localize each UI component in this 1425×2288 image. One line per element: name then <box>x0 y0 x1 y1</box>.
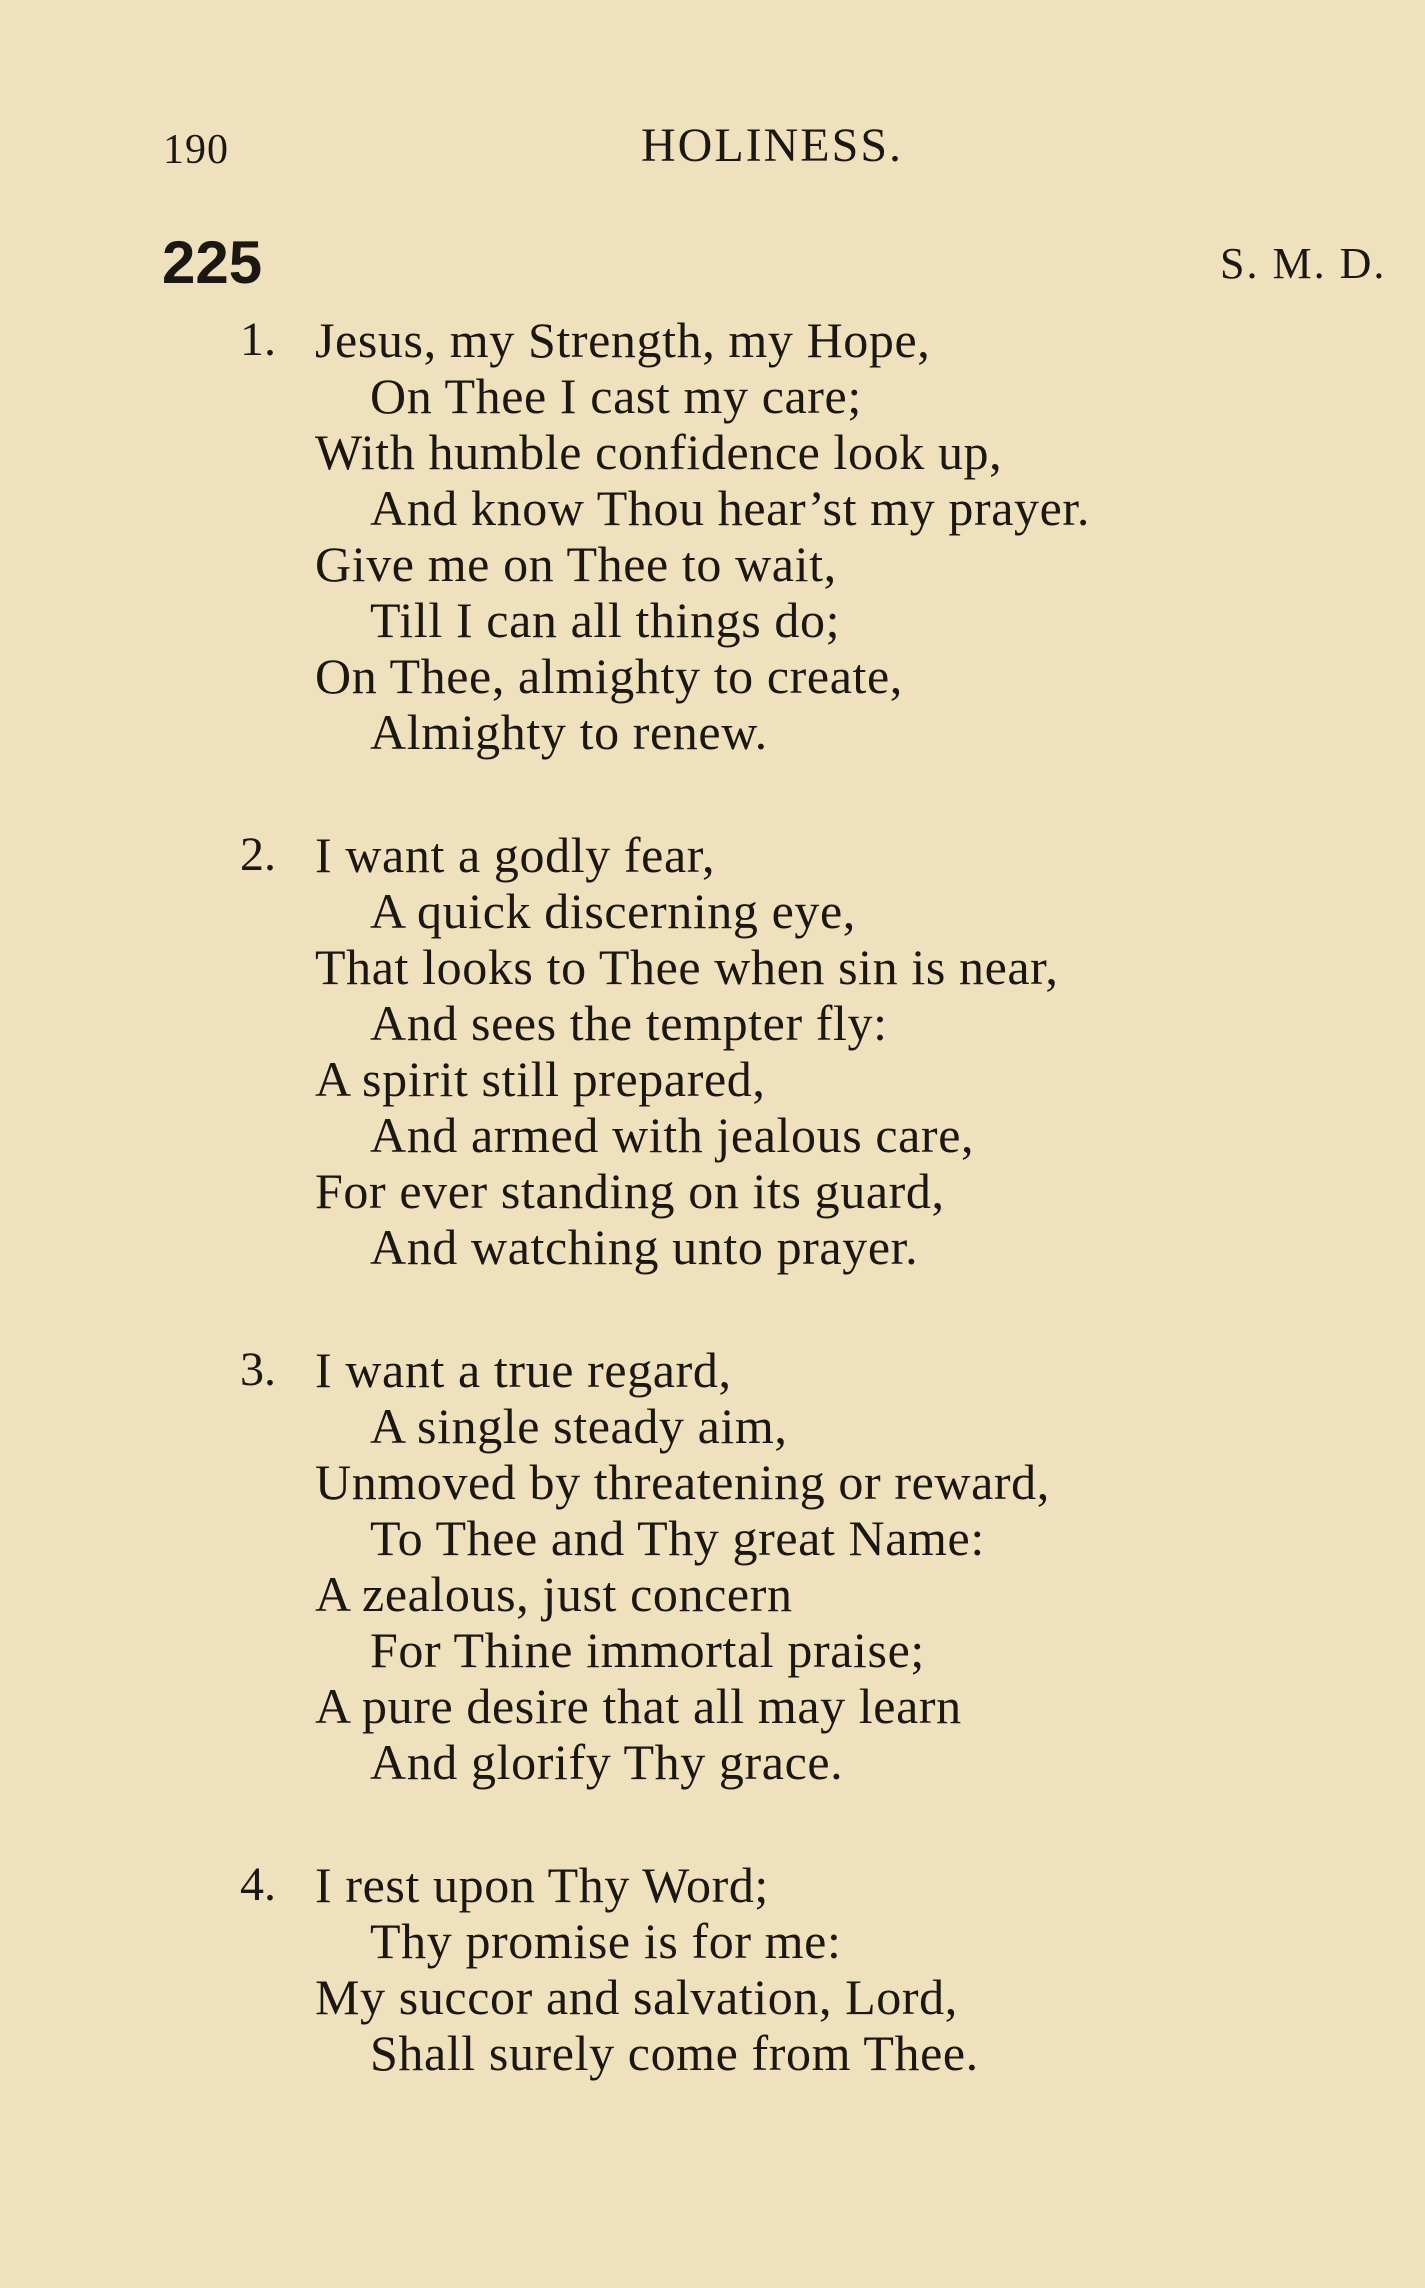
stanza-number: 2. <box>240 828 276 881</box>
stanza-line: And sees the tempter fly: <box>370 995 888 1051</box>
section-title: HOLINESS. <box>641 119 904 172</box>
stanza-line: A quick discerning eye, <box>370 883 856 939</box>
stanza-number: 1. <box>240 313 276 366</box>
stanza-line: With humble confidence look up, <box>315 424 1003 480</box>
stanza-line: On Thee I cast my care; <box>370 368 862 424</box>
stanza-line: I rest upon Thy Word; <box>315 1857 769 1913</box>
stanza-line: Jesus, my Strength, my Hope, <box>315 312 931 368</box>
stanza-line: And know Thou hear’st my prayer. <box>370 480 1091 536</box>
running-head <box>0 118 1425 188</box>
stanza-line: To Thee and Thy great Name: <box>370 1510 985 1566</box>
stanza-line: Thy promise is for me: <box>370 1913 842 1969</box>
stanza-number: 4. <box>240 1858 276 1911</box>
stanza-line: Unmoved by threatening or reward, <box>315 1454 1050 1510</box>
stanza-line: A single steady aim, <box>370 1398 788 1454</box>
stanza-line: Almighty to renew. <box>370 704 768 760</box>
stanza-line: I want a godly fear, <box>315 827 716 883</box>
stanza-line: For ever standing on its guard, <box>315 1163 945 1219</box>
hymn-number: 225 <box>162 229 263 296</box>
stanza-number: 3. <box>240 1343 276 1396</box>
hymn-header <box>0 228 1425 308</box>
stanza-line: And glorify Thy grace. <box>370 1734 844 1790</box>
stanza-line: And armed with jealous care, <box>370 1107 975 1163</box>
stanza-line: A pure desire that all may learn <box>315 1678 962 1734</box>
stanza-line: My succor and salvation, Lord, <box>315 1969 958 2025</box>
stanza-line: A spirit still prepared, <box>315 1051 766 1107</box>
page-number: 190 <box>163 127 229 173</box>
stanza-line: A zealous, just concern <box>315 1566 793 1622</box>
stanza-line: I want a true regard, <box>315 1342 732 1398</box>
stanza-line: That looks to Thee when sin is near, <box>315 939 1059 995</box>
stanza-line: For Thine immortal praise; <box>370 1622 925 1678</box>
stanza-line: Shall surely come from Thee. <box>370 2025 979 2081</box>
stanza-line: Give me on Thee to wait, <box>315 536 837 592</box>
hymn-meter: S. M. D. <box>1220 239 1387 288</box>
stanza-line: On Thee, almighty to create, <box>315 648 903 704</box>
stanza-line: Till I can all things do; <box>370 592 841 648</box>
stanza-line: And watching unto prayer. <box>370 1219 919 1275</box>
